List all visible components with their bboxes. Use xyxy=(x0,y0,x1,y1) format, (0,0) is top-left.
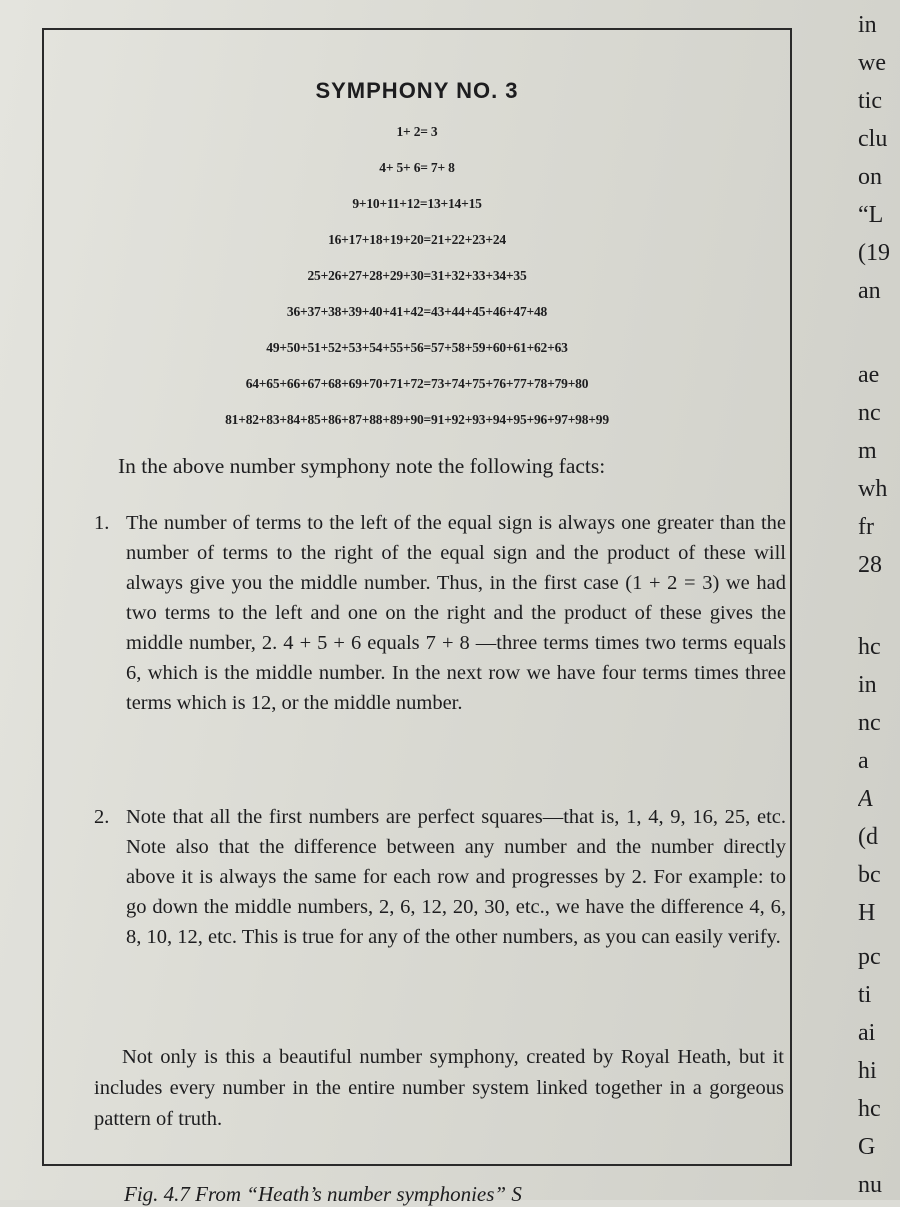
closing-paragraph: Not only is this a beautiful number symphony, created by Royal Heath, but it includes every number in the entire number system linked together in a gorgeous pattern of truth. xyxy=(94,1046,784,1130)
column-fragment: ai xyxy=(858,1020,876,1046)
equation-row: 64+65+66+67+68+69+70+71+72=73+74+75+76+77+78+79+80 xyxy=(245,376,589,391)
equation-row: 9+10+11+12=13+14+15 xyxy=(352,196,482,211)
fact-number: 1. xyxy=(94,512,110,534)
column-fragment: nc xyxy=(858,400,881,426)
column-fragment: fr xyxy=(858,514,874,540)
fact-text: Note that all the first numbers are perfect squares—that is, 1, 4, 9, 16, 25, etc. Note also that the difference between any number and the number directly above it is always the same for each row and progresses by 2. For example: to go down the middle numbers, 2, 6, 12, 20, 30, etc., we have the difference 4, 6, 8, 10, 12, etc. This is true for any of the other numbers, as you can easily verify. xyxy=(126,806,786,948)
column-fragment: A xyxy=(858,786,873,812)
equation-row: 49+50+51+52+53+54+55+56=57+58+59+60+61+62+63 xyxy=(266,340,568,355)
column-fragment: we xyxy=(858,50,886,76)
symphony-figure-box xyxy=(42,28,792,1166)
column-fragment: pc xyxy=(858,944,881,970)
column-fragment: hc xyxy=(858,1096,881,1122)
column-fragment: H xyxy=(858,900,876,926)
equation-row: 36+37+38+39+40+41+42=43+44+45+46+47+48 xyxy=(286,304,548,319)
column-fragment: ti xyxy=(858,982,872,1008)
column-fragment: wh xyxy=(858,476,888,502)
column-fragment: hi xyxy=(858,1058,877,1084)
fact-item-1 xyxy=(94,508,784,780)
column-fragment: (19 xyxy=(858,240,890,266)
column-fragment: on xyxy=(858,164,882,190)
equation-row: 4+ 5+ 6= 7+ 8 xyxy=(379,160,455,175)
equation-row: 25+26+27+28+29+30=31+32+33+34+35 xyxy=(307,268,527,283)
equation-row: 81+82+83+84+85+86+87+88+89+90=91+92+93+94+95+96+97+98+99 xyxy=(225,412,609,427)
intro-sentence: In the above number symphony note the following facts: xyxy=(118,454,606,478)
column-fragment: G xyxy=(858,1134,876,1160)
column-fragment: a xyxy=(858,748,869,774)
column-fragment: 28 xyxy=(858,552,882,578)
figure-title: SYMPHONY NO. 3 xyxy=(315,78,519,103)
equation-row: 1+ 2= 3 xyxy=(396,124,438,139)
column-fragment: (d xyxy=(858,824,878,850)
column-fragment: an xyxy=(858,278,881,304)
equation-row: 16+17+18+19+20=21+22+23+24 xyxy=(328,232,506,247)
column-fragment: bc xyxy=(858,862,881,888)
fact-item-2 xyxy=(94,802,784,1022)
column-fragment: in xyxy=(858,672,877,698)
column-fragment: clu xyxy=(858,126,888,152)
column-fragment: hc xyxy=(858,634,881,660)
column-fragment: “L xyxy=(858,202,884,228)
column-fragment: nu xyxy=(858,1172,882,1198)
column-fragment: tic xyxy=(858,88,882,114)
fact-text: The number of terms to the left of the equal sign is always one greater than the number of terms to the right of the equal sign and the product of these will always give you the middle number. Thus, in the first case (1 + 2 = 3) we had two terms to the left and one on the right and the product of these gives the middle number, 2. 4 + 5 + 6 equals 7 + 8 —three terms times two terms equals 6, which is the middle number. In the next row we have four terms times three terms which is 12, or the middle number. xyxy=(126,512,786,714)
column-fragment: in xyxy=(858,12,877,38)
column-fragment: nc xyxy=(858,710,881,736)
column-fragment: ae xyxy=(858,362,880,388)
adjacent-column-fragments xyxy=(858,0,900,1200)
fact-number: 2. xyxy=(94,806,110,828)
figure-caption: Fig. 4.7 From “Heath’s number symphonies” S xyxy=(124,1182,522,1206)
column-fragment: m xyxy=(858,438,877,464)
